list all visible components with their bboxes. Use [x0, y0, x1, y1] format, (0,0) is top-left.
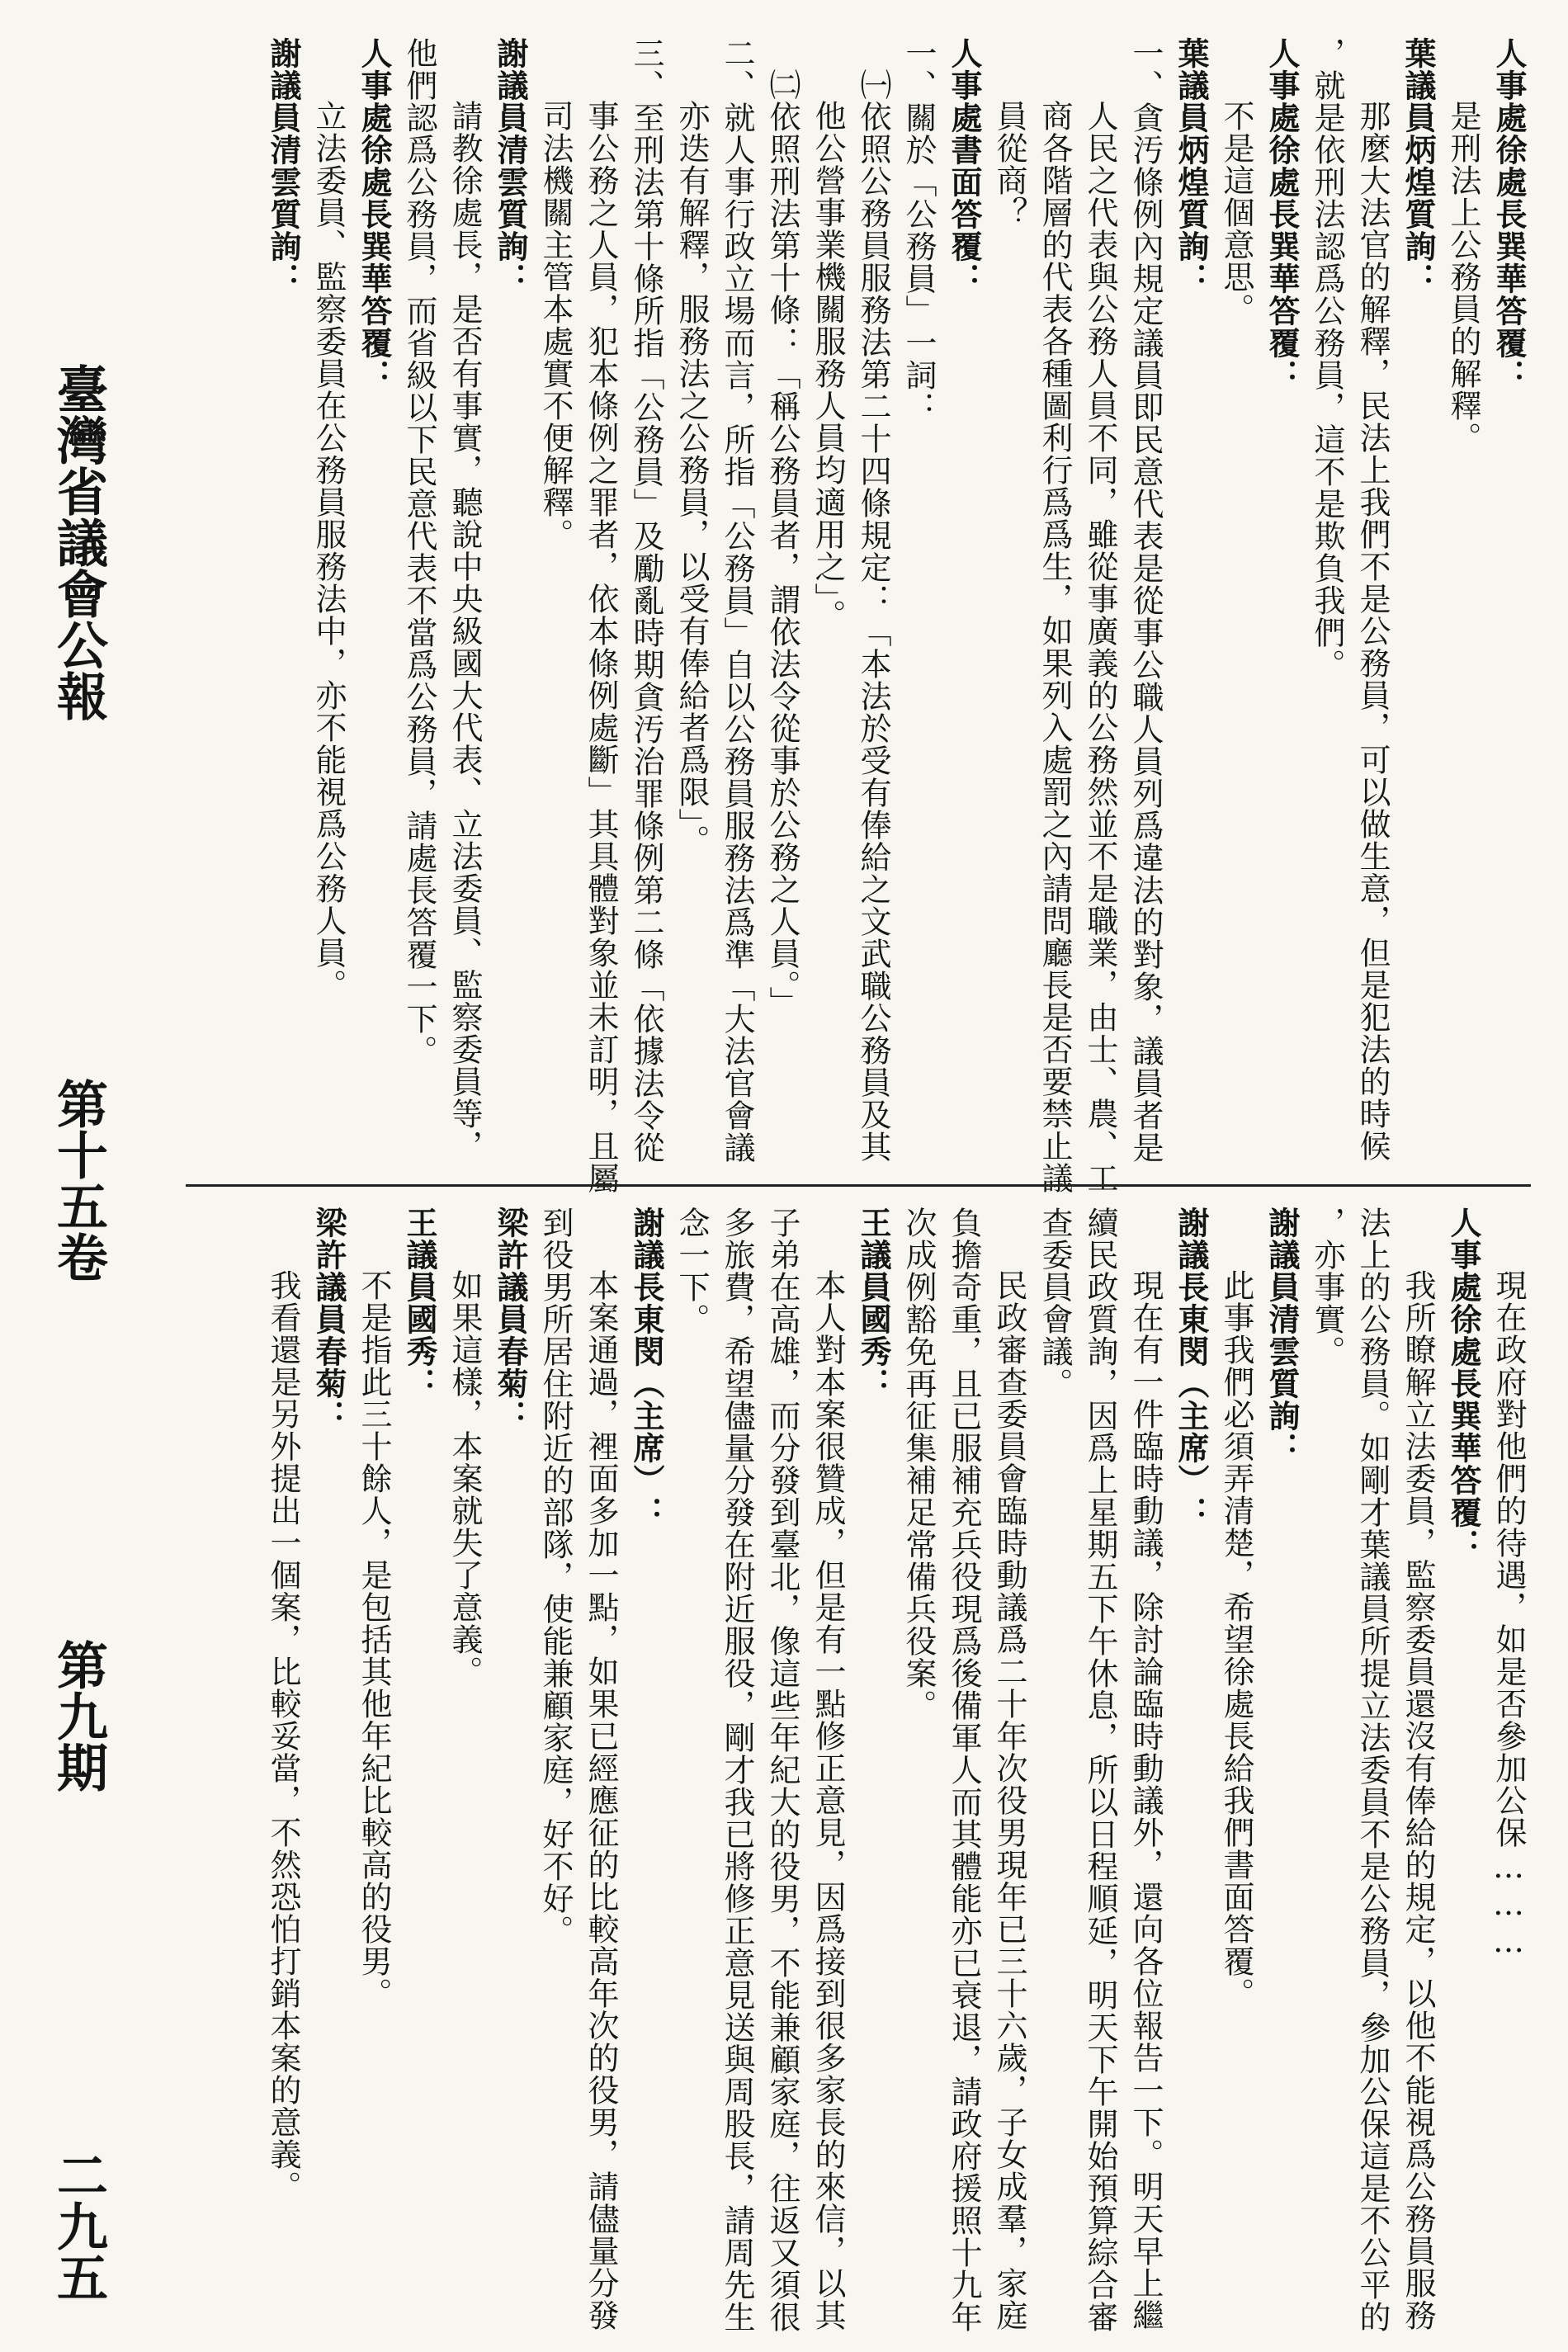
speaker-label: 人事處徐處長巽華答覆：: [356, 37, 392, 391]
page-header: [41, 363, 116, 2302]
text-line: 多旅費，希望儘量分發在附近服役，剛才我已將修正意見送與周股長，請周先生: [719, 1207, 755, 2333]
section-divider-rule: [186, 1184, 1531, 1187]
text-line: ，亦事實。: [1309, 1207, 1345, 1367]
text-line: 人民之代表與公務人員不同，雖從事廣義的公務然並不是職業，由士、農、工: [1082, 100, 1118, 1194]
speaker-label: 梁許議員春菊：: [492, 1207, 528, 1432]
speaker-label: 梁許議員春菊：: [310, 1207, 347, 1432]
speaker-label: 人事處徐處長巽華答覆：: [1263, 37, 1300, 391]
speaker-label: 葉議員炳煌質詢：: [1173, 37, 1209, 295]
text-line: 不是指此三十餘人，是包括其他年紀比較高的役男。: [356, 1269, 392, 2010]
text-line: ㈠依照公務員服務法第二十四條規定：「本法於受有俸給之文武職公務員及其: [855, 68, 891, 1163]
speaker-label: 王議員國秀：: [855, 1207, 891, 1400]
volume-number: 第十五卷: [48, 1078, 109, 1282]
text-line: 事公務之人員，犯本條例之罪者，依本條例處斷」其具體對象並未訂明，且屬: [583, 100, 619, 1194]
text-line: 亦迭有解釋，服務法之公務員，以受有俸給者爲限」。: [673, 100, 710, 857]
text-line: 一、關於「公務員」一詞：: [900, 37, 937, 423]
speaker-label: 謝議員清雲質詢：: [1263, 1207, 1300, 1464]
text-line: 民政審查委員會臨時動議爲二十年次役男現年已三十六歲，子女成羣，家庭: [991, 1269, 1027, 2331]
text-line: 員從商？: [991, 100, 1027, 229]
text-line: 三、至刑法第十條所指「公務員」及勵亂時期貪汚治罪條例第二條「依據法令從: [628, 37, 664, 1164]
text-line: 子弟在高雄，而分發到臺北，像這些年紀大的役男，不能兼顧家庭，往返又須很: [764, 1207, 801, 2333]
text-line: 此事我們必須弄清楚，希望徐處長給我們書面答覆。: [1218, 1269, 1254, 2010]
speaker-label: 人事處徐處長巽華答覆：: [1490, 37, 1527, 391]
lower-text-block: [128, 1207, 1531, 2333]
speaker-label: 王議員國秀：: [401, 1207, 437, 1400]
text-line: 到役男所居住附近的部隊，使能兼顧家庭，好不好。: [537, 1207, 574, 1947]
gazette-title: 臺灣省議會公報: [48, 363, 109, 721]
text-line: 現在政府對他們的待遇，如是否參加公保………: [1490, 1269, 1527, 1960]
speaker-label: 人事處書面答覆：: [946, 37, 982, 295]
text-line: ㈡依照刑法第十條：「稱公務員者，謂依法令從事於公務之人員。」: [764, 68, 801, 1018]
text-line: 不是這個意思。: [1218, 100, 1254, 325]
text-line: 他公營事業機關服務人員均適用之」。: [810, 100, 846, 631]
speaker-label: 葉議員炳煌質詢：: [1400, 37, 1436, 295]
text-line: 查委員會議。: [1037, 1207, 1073, 1400]
text-line: 司法機關主管本處實不便解釋。: [537, 100, 574, 550]
text-line: 他們認爲公務員，而省級以下民意代表不當爲公務員，請處長答覆一下。: [401, 37, 437, 1067]
text-line: 一、貪汚條例內規定議員即民意代表是從事公職人員列爲違法的對象，議員者是: [1127, 37, 1164, 1164]
text-line: 本案通過，裡面多加一點，如果已經應征的比較高年次的役男，請儘量分發: [583, 1269, 619, 2331]
text-line: 我看還是另外提出一個案，比較妥當，不然恐怕打銷本案的意義。: [265, 1269, 301, 2203]
text-line: 立法委員、監察委員在公務員服務法中，亦不能視爲公務人員。: [310, 100, 347, 1001]
speaker-label: 謝議長東閔（主席）：: [628, 1207, 664, 1528]
text-line: 那麼大法官的解釋，民法上我們不是公務員，可以做生意，但是犯法的時候: [1354, 100, 1391, 1162]
text-line: 法上的公務員。如剛才葉議員所提立法委員不是公務員，參加公保這是不公平的: [1354, 1207, 1391, 2333]
text-line: 請教徐處長，是否有事實，聽說中央級國大代表、立法委員、監察委員等，: [446, 100, 483, 1162]
text-line: 續民政質詢，因爲上星期五下午休息，所以日程順延，明天下午開始預算綜合審: [1082, 1207, 1118, 2333]
text-line: 如果這樣，本案就失了意義。: [446, 1269, 483, 1688]
text-line: 我所瞭解立法委員，監察委員還沒有俸給的規定，以他不能視爲公務員服務: [1400, 1269, 1436, 2331]
issue-number: 第九期: [48, 1639, 109, 1792]
text-line: 負擔奇重，且已服補充兵役現爲後備軍人而其體能亦已衰退，請政府援照十九年: [946, 1207, 982, 2333]
text-line: 是刑法上公務員的解釋。: [1445, 100, 1481, 454]
speaker-label: 謝議員清雲質詢：: [265, 37, 301, 295]
speaker-label: 人事處徐處長巽華答覆：: [1445, 1207, 1481, 1561]
text-line: 次成例豁免再征集補足常備兵役案。: [900, 1207, 937, 1721]
text-line: 二、就人事行政立場而言，所指「公務員」自以公務員服務法爲準「大法官會議: [719, 37, 755, 1164]
speaker-label: 謝議員清雲質詢：: [492, 37, 528, 295]
text-line: 念一下。: [673, 1207, 710, 1335]
upper-text-block: [128, 37, 1531, 1194]
speaker-label: 謝議長東閔（主席）：: [1173, 1207, 1209, 1528]
text-line: 現在有一件臨時動議，除討論臨時動議外，還向各位報告一下。明天早上繼: [1127, 1269, 1164, 2331]
text-line: 商各階層的代表各種圖利行爲爲生，如果列入處罰之內請問廳長是否要禁止議: [1037, 100, 1073, 1194]
text-line: ，就是依刑法認爲公務員，這不是欺負我們。: [1309, 37, 1345, 681]
page-number: 二九五: [48, 2149, 109, 2302]
text-line: 本人對本案很贊成，但是有一點修正意見，因爲接到很多家長的來信，以其: [810, 1269, 846, 2331]
